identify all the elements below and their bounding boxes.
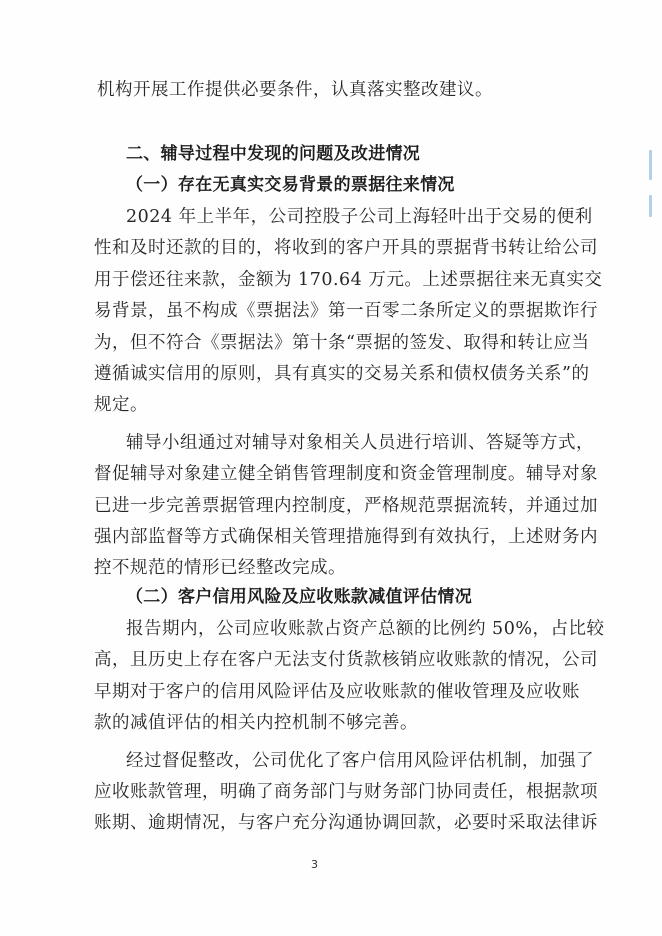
body-line: 款的减值评估的相关内控机制不够完善。 <box>94 713 418 733</box>
body-line: 控不规范的情形已经整改完成。 <box>94 558 346 578</box>
scan-edge-mark <box>649 150 652 180</box>
body-line: 辅导小组通过对辅导对象相关人员进行培训、答疑等方式， <box>126 433 594 453</box>
body-line: 遵循诚实信用的原则，具有真实的交易关系和债权债务关系”的 <box>94 364 590 384</box>
body-line: 报告期内，公司应收账款占资产总额的比例约 50%，占比较 <box>126 619 605 639</box>
body-line: 早期对于客户的信用风险评估及应收账款的催收管理及应收账 <box>94 682 580 702</box>
page-number: 3 <box>311 858 318 871</box>
body-line: 已进一步完善票据管理内控制度，严格规范票据流转，并通过加 <box>94 496 598 516</box>
section-heading: 二、辅导过程中发现的问题及改进情况 <box>126 144 421 164</box>
subsection-heading: （二）客户信用风险及应收账款减值评估情况 <box>126 587 472 607</box>
body-line: 为，但不符合《票据法》第十条“票据的签发、取得和转让应当 <box>94 333 590 353</box>
body-line: 督促辅导对象建立健全销售管理制度和资金管理制度。辅导对象 <box>94 464 598 484</box>
body-line: 机构开展工作提供必要条件，认真落实整改建议。 <box>97 80 493 100</box>
body-line: 高，且历史上存在客户无法支付货款核销应收账款的情况，公司 <box>94 650 598 670</box>
body-line: 用于偿还往来款，金额为 170.64 万元。上述票据往来无真实交 <box>94 270 603 290</box>
body-line: 应收账款管理，明确了商务部门与财务部门协同责任，根据款项 <box>94 782 598 802</box>
scan-edge-mark <box>649 195 652 217</box>
subsection-heading: （一）存在无真实交易背景的票据往来情况 <box>126 175 455 195</box>
body-line: 性和及时还款的目的，将收到的客户开具的票据背书转让给公司 <box>94 238 598 258</box>
body-line: 易背景，虽不构成《票据法》第一百零二条所定义的票据欺诈行 <box>94 301 598 321</box>
body-line: 账期、逾期情况，与客户充分沟通协调回款，必要时采取法律诉 <box>94 813 598 833</box>
body-line: 强内部监督等方式确保相关管理措施得到有效执行，上述财务内 <box>94 527 598 547</box>
body-line: 2024 年上半年，公司控股子公司上海轻叶出于交易的便利 <box>126 207 593 227</box>
body-line: 经过督促整改，公司优化了客户信用风险评估机制，加强了 <box>126 751 594 771</box>
body-line: 规定。 <box>94 395 148 415</box>
